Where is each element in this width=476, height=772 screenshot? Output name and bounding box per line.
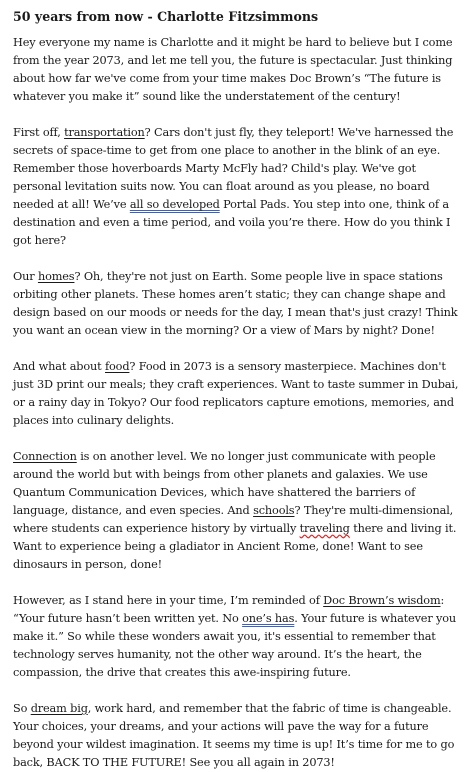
text-run: ? They're multi-dimensional, where students can experience history by virtually — [13, 504, 454, 535]
paragraph — [13, 358, 466, 430]
text-run: First off, — [13, 126, 65, 139]
text-run: ? Oh, they're not just on Earth. Some people live in space stations orbiting other planets. These homes aren’t static; they can change shape and design based on our moods or needs for the day, I mean that's just crazy! Think you want an ocean view in the morning? Or a view of Mars by night? Done! — [13, 270, 458, 337]
text-run: However, as I stand here in your time, I’m reminded of — [13, 594, 324, 607]
paragraph — [13, 592, 466, 682]
text-run: Portal Pads. You step into one, think of a destination and even a time period, and voila you’re there. How do you think I got here? — [13, 198, 451, 247]
text-run: Hey everyone my name is Charlotte and it might be hard to believe but I come from the year 2073, and let me tell you, the future is spectacular. Just thinking about how far we've come from your time makes Doc Brown’s “The future is whatever you make it” sound like the understatement of the century! — [13, 36, 453, 103]
text-run: is on another level. We no longer just communicate with people around the world but with beings from other planets and galaxies. We use Quantum Communication Devices, which have shattered the barriers of language, distance, and even species. And — [13, 450, 436, 517]
text-run: Our — [13, 270, 38, 283]
underlined-text: dream big — [30, 702, 88, 715]
document-title: 50 years from now - Charlotte Fitzsimmons — [13, 9, 319, 24]
paragraph — [13, 700, 466, 772]
underlined-text: food — [105, 360, 130, 373]
text-run: So — [13, 702, 31, 715]
grammar-flag: all so developed — [129, 198, 220, 211]
grammar-flag: one’s has — [242, 612, 295, 625]
underlined-text: Doc Brown’s wisdom — [323, 594, 441, 607]
document-body — [13, 34, 466, 772]
paragraph — [13, 34, 466, 106]
underlined-text: homes — [37, 270, 75, 283]
paragraph — [13, 268, 466, 340]
text-run: And what about — [13, 360, 105, 373]
text-run: there and living it. Want to experience being a gladiator in Ancient Rome, done! Want to see dinosaurs in person, done! — [13, 522, 457, 571]
text-run: . Your future is whatever you make it.” So while these wonders await you, it's essential to remember that technology serves humanity, not the other way around. It’s the heart, the compassion, the drive that creates this awe-inspiring future. — [13, 612, 457, 679]
text-run: : “Your future hasn’t been written yet. No — [13, 594, 445, 625]
paragraph — [13, 124, 466, 250]
text-run: ? Food in 2073 is a sensory masterpiece. Machines don't just 3D print our meals; they craft experiences. Want to taste summer in Dubai, or a rainy day in Tokyo? Our food replicators capture emotions, memories, and places into culinary delights. — [13, 360, 459, 427]
underlined-text: Connection — [13, 450, 77, 463]
text-run: ? Cars don't just fly, they teleport! We've harnessed the secrets of space-time to get from one place to another in the blink of an eye. Remember those hoverboards Marty McFly had? Child's play. We've got personal levitation suits now. You can float around as you please, no board needed at all! We’ve — [13, 126, 454, 211]
underlined-text: schools — [253, 504, 295, 517]
underlined-text: transportation — [64, 126, 145, 139]
paragraph — [13, 448, 466, 574]
spelling-flag: traveling — [299, 522, 350, 535]
text-run: , work hard, and remember that the fabric of time is changeable. Your choices, your dreams, and your actions will pave the way for a future beyond your wildest imagination. It seems my time is up! It’s time for me to go back, BACK TO THE FUTURE! See you all again in 2073! — [13, 702, 455, 769]
